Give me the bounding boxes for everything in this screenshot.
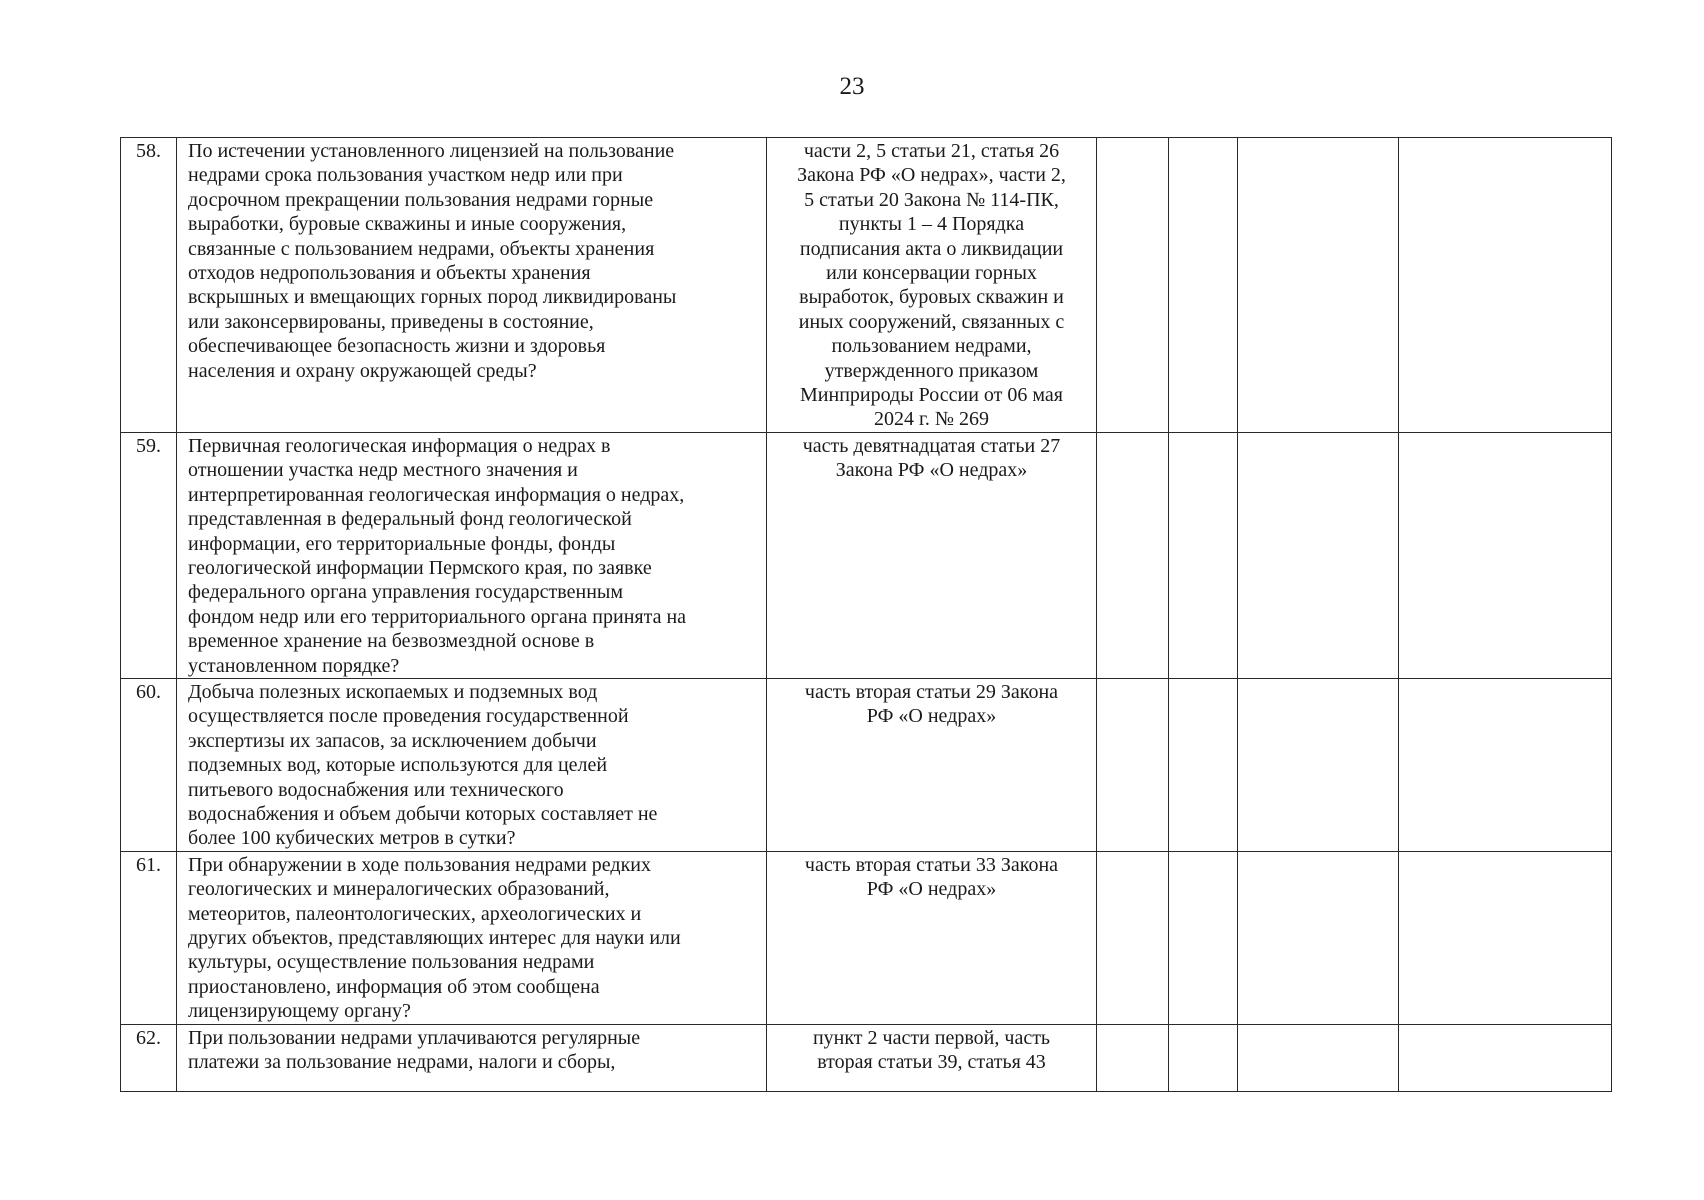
requirement-cell	[177, 432, 767, 678]
requirement-text: Добыча полезных ископаемых и подземных вод осуществляется после проведения государственной экспертизы их запасов, за исключением добычи подземных вод, которые используются для целей питьевого водоснабжения или технического водоснабжения и объем добычи которых составляет не более 100 кубических метров в сутки?	[188, 680, 658, 850]
legal-reference-cell	[767, 851, 1097, 1024]
legal-reference-cell	[767, 678, 1097, 851]
requirements-table	[120, 137, 1612, 1092]
notes-cell	[1399, 432, 1612, 678]
answer-no-cell	[1169, 432, 1238, 678]
row-number: 61.	[136, 853, 161, 876]
requirement-cell	[177, 851, 767, 1024]
requirement-text: По истечении установленного лицензией на пользование недрами срока пользования участком недр или при досрочном прекращении пользования недрами горные выработки, буровые скважины и иные сооружения, связанные с пользованием недрами, объекты хранения отходов недропользования и объекты хранения вскрышных и вмещающих горных пород ликвидированы или законсервированы, приведены в состояние, обеспечивающее безопасность жизни и здоровья населения и охрану окружающей среды?	[188, 140, 677, 382]
answer-yes-cell	[1097, 678, 1169, 851]
legal-reference-text: часть девятнадцатая статьи 27 Закона РФ «О недрах»	[802, 434, 1061, 482]
requirement-cell	[177, 678, 767, 851]
page-number: 23	[839, 73, 865, 100]
notes-cell	[1399, 851, 1612, 1024]
answer-na-cell	[1238, 432, 1399, 678]
notes-cell	[1399, 1024, 1612, 1091]
requirement-cell	[177, 1024, 767, 1091]
row-number-cell	[121, 138, 177, 433]
answer-yes-cell	[1097, 432, 1169, 678]
notes-cell	[1399, 678, 1612, 851]
table-row	[121, 138, 1612, 433]
requirement-text: При обнаружении в ходе пользования недрами редких геологических и минералогических образований, метеоритов, палеонтологических, археологических и других объектов, представляющих интерес для науки или культуры, осуществление пользования недрами приостановлено, информация об этом сообщена лицензирующему органу?	[188, 853, 681, 1023]
row-number-cell	[121, 1024, 177, 1091]
answer-no-cell	[1169, 678, 1238, 851]
table-row	[121, 1024, 1612, 1091]
answer-no-cell	[1169, 1024, 1238, 1091]
row-number-cell	[121, 678, 177, 851]
answer-yes-cell	[1097, 138, 1169, 433]
requirement-cell	[177, 138, 767, 433]
legal-reference-cell	[767, 138, 1097, 433]
row-number-cell	[121, 851, 177, 1024]
answer-na-cell	[1238, 678, 1399, 851]
table-row	[121, 432, 1612, 678]
legal-reference-text: пункт 2 части первой, часть вторая статьи 39, статья 43	[812, 1026, 1051, 1074]
requirement-text: При пользовании недрами уплачиваются регулярные платежи за пользование недрами, налоги и сборы,	[188, 1026, 641, 1074]
answer-yes-cell	[1097, 851, 1169, 1024]
row-number-cell	[121, 432, 177, 678]
table-row	[121, 851, 1612, 1024]
legal-reference-text: часть вторая статьи 33 Закона РФ «О недрах»	[804, 853, 1059, 901]
legal-reference-text: часть вторая статьи 29 Закона РФ «О недрах»	[804, 680, 1059, 728]
answer-na-cell	[1238, 851, 1399, 1024]
answer-no-cell	[1169, 138, 1238, 433]
legal-reference-cell	[767, 432, 1097, 678]
notes-cell	[1399, 138, 1612, 433]
row-number: 60.	[136, 680, 161, 703]
legal-reference-text: части 2, 5 статьи 21, статья 26 Закона РФ «О недрах», части 2, 5 статьи 20 Закона № 114-ПК, пункты 1 – 4 Порядка подписания акта о ликвидации или консервации горных выработок, буровых скважин и иных сооружений, связанных с пользованием недрами, утвержденного приказом Минприроды России от 06 мая 2024 г. № 269	[797, 140, 1066, 431]
answer-na-cell	[1238, 1024, 1399, 1091]
requirement-text: Первичная геологическая информация о недрах в отношении участка недр местного значения и интерпретированная геологическая информация о недрах, представленная в федеральный фонд геологической информации, его территориальные фонды, фонды геологической информации Пермского края, по заявке федерального органа управления государственным фондом недр или его территориального органа принята на временное хранение на безвозмездной основе в установленном порядке?	[188, 434, 687, 677]
row-number: 58.	[136, 140, 161, 162]
legal-reference-cell	[767, 1024, 1097, 1091]
row-number: 62.	[136, 1026, 161, 1049]
row-number: 59.	[136, 434, 161, 457]
table-row	[121, 678, 1612, 851]
answer-na-cell	[1238, 138, 1399, 433]
answer-no-cell	[1169, 851, 1238, 1024]
answer-yes-cell	[1097, 1024, 1169, 1091]
